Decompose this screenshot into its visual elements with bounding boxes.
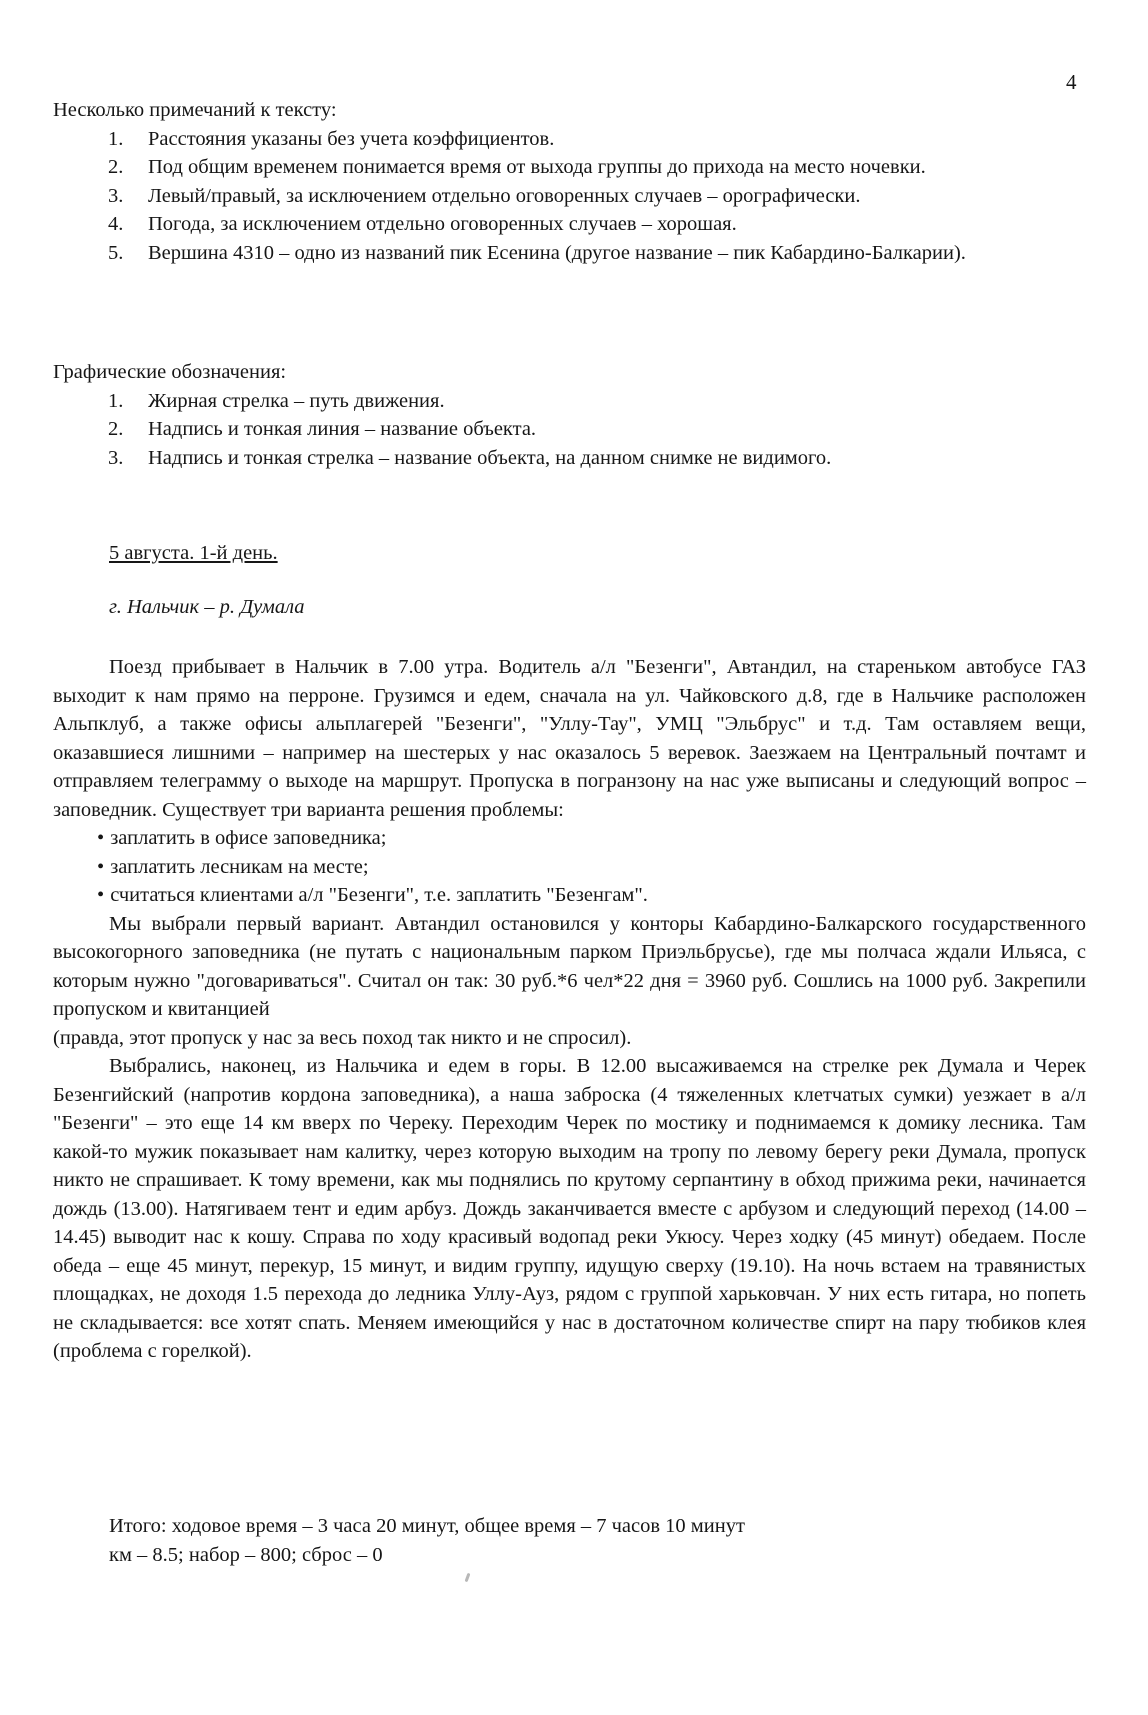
bullet-icon: • bbox=[97, 884, 105, 906]
route-title: г. Нальчик – р. Думала bbox=[109, 596, 305, 618]
list-item-text: Жирная стрелка – путь движения. bbox=[148, 389, 445, 412]
list-item-number: 2. bbox=[108, 418, 124, 440]
bullet-text: заплатить в офисе заповедника; bbox=[110, 827, 387, 849]
list-item-number: 3. bbox=[108, 446, 124, 469]
list-item bbox=[53, 182, 1083, 211]
list-item-text: Погода, за исключением отдельно оговоренных случаев – хорошая. bbox=[148, 213, 737, 235]
bullet-icon: • bbox=[97, 827, 105, 849]
list-item-number: 2. bbox=[108, 156, 124, 178]
bullet-text: считаться клиентами а/л "Безенги", т.е. заплатить "Безенгам". bbox=[110, 884, 648, 906]
bullet-item bbox=[53, 824, 1086, 853]
list-item-number: 1. bbox=[108, 127, 124, 150]
bullet-item bbox=[53, 881, 1086, 910]
list-item bbox=[53, 415, 1083, 444]
notes-heading: Несколько примечаний к тексту: bbox=[53, 99, 337, 121]
bullet-item bbox=[53, 853, 1086, 882]
list-item-text: Расстояния указаны без учета коэффициентов. bbox=[148, 127, 555, 150]
list-item bbox=[53, 444, 1083, 473]
list-item bbox=[53, 210, 1083, 239]
list-item-number: 5. bbox=[108, 241, 124, 264]
page-number: 4 bbox=[1066, 70, 1077, 94]
list-item-text: Надпись и тонкая линия – название объекта. bbox=[148, 418, 537, 440]
notes-section bbox=[53, 96, 1083, 267]
day-description bbox=[53, 653, 1086, 1366]
bullet-icon: • bbox=[97, 855, 105, 878]
list-item-text: Под общим временем понимается время от выхода группы до прихода на место ночевки. bbox=[148, 156, 926, 178]
legend-heading: Графические обозначения: bbox=[53, 361, 287, 383]
list-item-text: Надпись и тонкая стрелка – название объекта, на данном снимке не видимого. bbox=[148, 446, 832, 469]
notes-list bbox=[53, 125, 1083, 268]
list-item-text: Вершина 4310 – одно из названий пик Есенина (другое название – пик Кабардино-Балкарии). bbox=[148, 241, 966, 264]
list-item bbox=[53, 153, 1083, 182]
list-item-number: 3. bbox=[108, 184, 124, 207]
paragraph: (правда, этот пропуск у нас за весь поход так никто и не спросил). bbox=[53, 1026, 632, 1049]
list-item bbox=[53, 239, 1083, 268]
list-item-text: Левый/правый, за исключением отдельно оговоренных случаев – орографически. bbox=[148, 184, 861, 207]
list-item bbox=[53, 387, 1083, 416]
paragraph: Выбрались, наконец, из Нальчика и едем в горы. В 12.00 высаживаемся на стрелке рек Думала и Черек Безенгийский (напротив кордона заповедника), а наша заброска (4 тяжеленных клетчатых сумки) уезжает в а/л "Безенги" – это еще 14 км вверх по Череку. Переходим Черек по мостику и поднимаемся к домику лесника. Там какой-то мужик показывает нам калитку, через которую выходим на тропу по левому берегу реки Думала, пропуск никто не спрашивает. К тому времени, как мы поднялись по крутому серпантину в обход прижима реки, начинается дождь (13.00). Натягиваем тент и едим арбуз. Дождь заканчивается вместе с арбузом и следующий переход (14.00 – 14.45) выводит нас к кошу. Справа по ходу красивый водопад реки Укюсу. Через ходку (45 минут) обедаем. После обеда – еще 45 минут, перекур, 15 минут, и видим группу, идущую сверху (19.10). На ночь встаем на травянистых площадках, не доходя 1.5 перехода до ледника Уллу-Ауз, рядом с группой харьковчан. У них есть гитара, но попеть не складывается: все хотят спать. Меняем имеющийся у нас в достаточном количестве спирт на пару тюбиков клея (проблема с горелкой). bbox=[53, 1055, 1086, 1362]
day-title: 5 августа. 1-й день. bbox=[109, 542, 278, 564]
legend-list bbox=[53, 387, 1083, 473]
bullet-text: заплатить лесникам на месте; bbox=[110, 855, 369, 878]
day-summary bbox=[109, 1512, 745, 1569]
list-item-number: 1. bbox=[108, 389, 124, 412]
summary-times: Итого: ходовое время – 3 часа 20 минут, общее время – 7 часов 10 минут bbox=[109, 1515, 745, 1537]
paragraph: Поезд прибывает в Нальчик в 7.00 утра. Водитель а/л "Безенги", Автандил, на стареньком автобусе ГАЗ выходит к нам прямо на перроне. Грузимся и едем, сначала на ул. Чайковского д.8, где в Нальчике расположен Альпклуб, а также офисы альплагерей "Безенги", "Уллу-Тау", УМЦ "Эльбрус" и т.д. Там оставляем вещи, оказавшиеся лишними – например на шестерых у нас оказалось 5 веревок. Заезжаем на Центральный почтамт и отправляем телеграмму о выходе на маршрут. Пропуска в погранзону на нас уже выписаны и следующий вопрос – заповедник. Существует три варианта решения проблемы: bbox=[53, 656, 1086, 821]
legend-section bbox=[53, 358, 1083, 472]
paragraph: Мы выбрали первый вариант. Автандил остановился у конторы Кабардино-Балкарского государственного высокогорного заповедника (не путать с национальным парком Приэльбрусье), где мы полчаса ждали Ильяса, с которым нужно "договариваться". Считал он так: 30 руб.*6 чел*22 дня = 3960 руб. Сошлись на 1000 руб. Закрепили пропуском и квитанцией bbox=[53, 912, 1086, 1020]
list-item-number: 4. bbox=[108, 213, 124, 235]
scan-speck bbox=[465, 1573, 471, 1582]
list-item bbox=[53, 125, 1083, 154]
summary-distance: км – 8.5; набор – 800; сброс – 0 bbox=[109, 1543, 383, 1566]
